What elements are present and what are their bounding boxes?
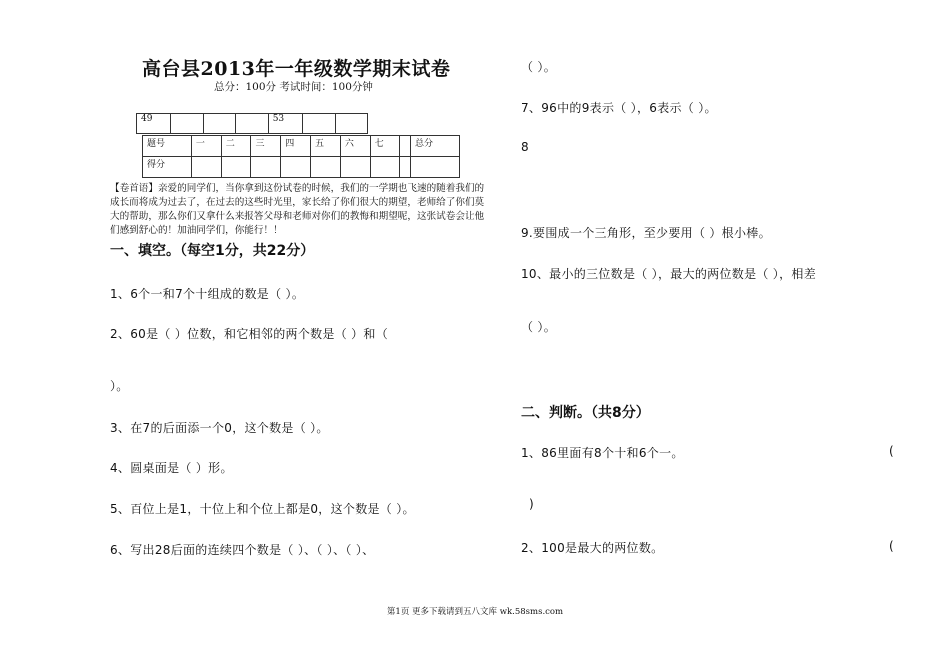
question-6-continued: （ ）。 — [521, 60, 557, 74]
table1-cell — [203, 114, 235, 134]
score-header-cell: 总分 — [411, 136, 460, 157]
judgement-1-answer-open: ( — [889, 444, 894, 458]
score-header-cell: 六 — [340, 136, 370, 157]
preface-text: 【卷首语】亲爱的同学们，当你拿到这份试卷的时候，我们的一学期也飞速的随着我们的成长而将成为过去了，在过去的这些时光里，家长给了你们很大的期望，老师给了你们莫大的帮助，那么你们又拿什么来报答父母和老师对你们的教悔和期望呢，这张试卷会让他们感到舒心的！加油同学们，你能行！！ — [110, 183, 485, 236]
score-cell — [191, 157, 221, 178]
question-2: 2、60是（ ）位数，和它相邻的两个数是（ ）和（ — [110, 327, 389, 341]
score-header-cell — [400, 136, 411, 157]
question-8: 8 — [521, 140, 529, 154]
exam-subtitle: 总分：100分 考试时间：100分钟 — [214, 81, 373, 93]
table1-cell — [335, 114, 368, 134]
score-header-cell: 三 — [251, 136, 281, 157]
question-5: 5、百位上是1，十位上和个位上都是0，这个数是（ ）。 — [110, 502, 415, 516]
score-cell — [311, 157, 341, 178]
score-row-label: 得分 — [143, 157, 192, 178]
table1-cell — [303, 114, 335, 134]
score-header-cell: 五 — [311, 136, 341, 157]
score-cell — [251, 157, 281, 178]
score-header-cell: 一 — [191, 136, 221, 157]
judgement-2: 2、100是最大的两位数。 — [521, 541, 664, 555]
question-9: 9.要围成一个三角形，至少要用（ ）根小棒。 — [521, 226, 771, 240]
question-6: 6、写出28后面的连续四个数是（ ）、（ ）、（ ）、 — [110, 543, 375, 557]
score-cell — [221, 157, 251, 178]
score-cell — [411, 157, 460, 178]
score-cell — [370, 157, 400, 178]
score-header-cell: 题号 — [143, 136, 192, 157]
question-2-continued: ）。 — [110, 379, 129, 393]
table1-cell — [236, 114, 268, 134]
question-10: 10、最小的三位数是（ ），最大的两位数是（ ），相差 — [521, 267, 817, 281]
score-header-cell: 四 — [281, 136, 311, 157]
section2-title: 二、判断。（共8分） — [521, 405, 650, 421]
judgement-1: 1、86里面有8个十和6个一。 — [521, 446, 684, 460]
table1-cell: 53 — [268, 114, 302, 134]
score-cell — [400, 157, 411, 178]
small-number-table — [136, 113, 368, 134]
section1-title: 一、填空。（每空1分，共22分） — [110, 243, 315, 259]
question-4: 4、圆桌面是（ ）形。 — [110, 461, 233, 475]
judgement-2-answer-open: ( — [889, 539, 894, 553]
exam-title: 高台县2013年一年级数学期末试卷 — [142, 58, 451, 80]
question-10-continued: （ ）。 — [521, 320, 557, 334]
question-1: 1、6个一和7个十组成的数是（ ）。 — [110, 287, 305, 301]
judgement-1-answer-close: ) — [529, 497, 534, 511]
table1-cell — [171, 114, 203, 134]
score-header-cell: 七 — [370, 136, 400, 157]
score-header-cell: 二 — [221, 136, 251, 157]
score-cell — [281, 157, 311, 178]
question-3: 3、在7的后面添一个0，这个数是（ ）。 — [110, 421, 329, 435]
table1-cell: 49 — [137, 114, 171, 134]
question-7: 7、96中的9表示（ ），6表示（ ）。 — [521, 101, 717, 115]
score-table — [142, 135, 460, 178]
score-cell — [340, 157, 370, 178]
page-footer: 第1页 更多下载请到五八文库 wk.58sms.com — [386, 607, 564, 617]
